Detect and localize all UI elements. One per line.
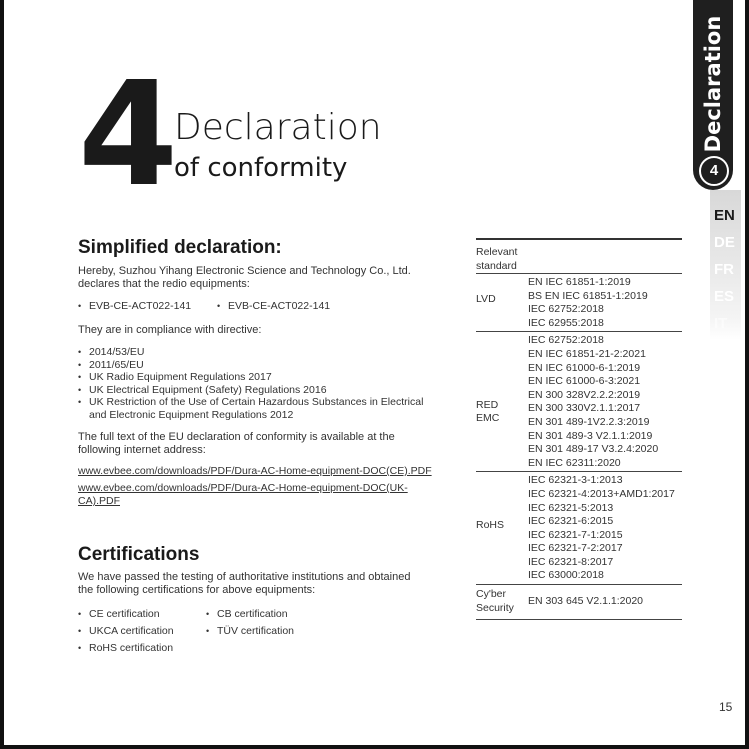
chapter-side-tab[interactable] xyxy=(693,0,733,190)
list-item: • CB certification xyxy=(206,606,294,623)
standard-value: IEC 62321-6:2015 xyxy=(528,515,614,528)
list-item: • UK Radio Equipment Regulations 2017 xyxy=(78,371,423,384)
standard-value: BS EN IEC 61851-1:2019 xyxy=(528,289,648,302)
list-item: • UKCA certification xyxy=(78,623,174,640)
standard-value: IEC 62752:2018 xyxy=(528,303,604,316)
standard-value: IEC 62321-7-1:2015 xyxy=(528,528,623,541)
equipment-list-col2 xyxy=(217,300,330,313)
certifications-heading: Certifications xyxy=(78,544,200,565)
header-label-line2: standard xyxy=(476,260,517,272)
fulltext-line2: following internet address: xyxy=(78,444,206,456)
doc-ukca-link[interactable]: www.evbee.com/downloads/PDF/Dura-AC-Home-equipment-DOC(UK- xyxy=(78,482,408,494)
standard-value: EN 301 489-1V2.2.3:2019 xyxy=(528,415,650,428)
directive-list xyxy=(78,346,423,421)
list-item: • 2011/65/EU xyxy=(78,359,423,372)
list-item: • CE certification xyxy=(78,606,174,623)
lang-de[interactable]: DE xyxy=(714,234,735,251)
standard-value: EN IEC 61000-6-1:2019 xyxy=(528,361,641,374)
list-item: • UK Electrical Equipment (Safety) Regulations 2016 xyxy=(78,384,423,397)
lang-es[interactable]: ES xyxy=(714,288,735,305)
standard-value: IEC 62321-4:2013+AMD1:2017 xyxy=(528,487,675,500)
standard-value: EN 301 489-3 V2.1.1:2019 xyxy=(528,429,653,442)
standard-value: EN 301 489-17 V3.2.4:2020 xyxy=(528,443,659,456)
standard-value: EN IEC 61000-6-3:2021 xyxy=(528,375,641,388)
certifications-intro-line2: the following certifications for above equipments: xyxy=(78,584,316,596)
standard-value: EN IEC 61851-21-2:2021 xyxy=(528,347,646,360)
header-label-line1: Relevant xyxy=(476,246,518,258)
standard-value: IEC 62752:2018 xyxy=(528,334,604,347)
certification-list xyxy=(78,606,174,657)
table-header xyxy=(476,240,682,274)
standard-value: EN 300 330V2.1.1:2017 xyxy=(528,402,641,415)
table-row xyxy=(476,274,682,332)
standard-value: EN 303 645 V2.1.1:2020 xyxy=(528,595,644,608)
lang-it[interactable]: IT xyxy=(714,315,728,332)
standard-value: IEC 62955:2018 xyxy=(528,316,604,329)
doc-ukca-link-cont[interactable]: CA).PDF xyxy=(78,495,120,507)
side-tab-title: Declaration xyxy=(701,15,725,153)
table-row xyxy=(476,472,682,585)
standard-value: IEC 62321-7-2:2017 xyxy=(528,542,623,555)
row-label: LVD xyxy=(476,293,496,305)
list-item: • UK Restriction of the Use of Certain Hazardous Substances in Electrical xyxy=(78,396,423,409)
fulltext-line1: The full text of the EU declaration of conformity is available at the xyxy=(78,431,395,443)
row-label-line1: RED xyxy=(476,399,499,412)
side-tab-chapter-circle: 4 xyxy=(699,156,729,186)
standard-value: EN 300 328V2.2.2:2019 xyxy=(528,388,641,401)
list-item-continuation: and Electronic Equipment Regulations 2012 xyxy=(89,408,294,421)
row-label: RoHS xyxy=(476,519,505,532)
list-item: • EVB-CE-ACT022-141 xyxy=(217,300,330,313)
standards-table xyxy=(476,238,682,620)
standard-value: IEC 62321-8:2017 xyxy=(528,555,614,568)
row-label-line2: EMC xyxy=(476,412,500,425)
declaration-intro-line1: Hereby, Suzhou Yihang Electronic Science and Technology Co., Ltd. xyxy=(78,265,411,277)
row-label-line2: Security xyxy=(476,602,514,615)
page-number: 15 xyxy=(719,700,733,714)
chapter-title: Declaration xyxy=(174,107,382,148)
standard-value: IEC 62321-3-1:2013 xyxy=(528,474,623,487)
list-item: • 2014/53/EU xyxy=(78,346,423,359)
lang-en[interactable]: EN xyxy=(714,207,735,224)
lang-fr[interactable]: FR xyxy=(714,261,734,278)
doc-ce-link[interactable]: www.evbee.com/downloads/PDF/Dura-AC-Home-equipment-DOC(CE).PDF xyxy=(78,465,432,477)
declaration-intro-line2: declares that the redio equipments: xyxy=(78,278,250,290)
standard-value: EN IEC 62311:2020 xyxy=(528,456,621,469)
certification-list-col2 xyxy=(206,606,294,640)
standard-value: IEC 63000:2018 xyxy=(528,569,604,582)
standard-value: IEC 62321-5:2013 xyxy=(528,501,614,514)
table-row xyxy=(476,585,682,620)
simplified-declaration-heading: Simplified declaration: xyxy=(78,237,282,258)
row-label-line1: Cy'ber xyxy=(476,588,507,601)
list-item: • EVB-CE-ACT022-141 xyxy=(78,300,191,313)
chapter-subtitle: of conformity xyxy=(174,153,348,183)
certifications-intro-line1: We have passed the testing of authoritative institutions and obtained xyxy=(78,571,411,583)
table-row xyxy=(476,332,682,472)
list-item: • RoHS certification xyxy=(78,640,174,657)
standard-value: EN IEC 61851-1:2019 xyxy=(528,276,631,288)
equipment-list xyxy=(78,300,191,313)
list-item: • TÜV certification xyxy=(206,623,294,640)
chapter-number: 4 xyxy=(78,50,175,218)
compliance-text: They are in compliance with directive: xyxy=(78,324,262,336)
side-tab-title-wrap xyxy=(693,0,733,153)
